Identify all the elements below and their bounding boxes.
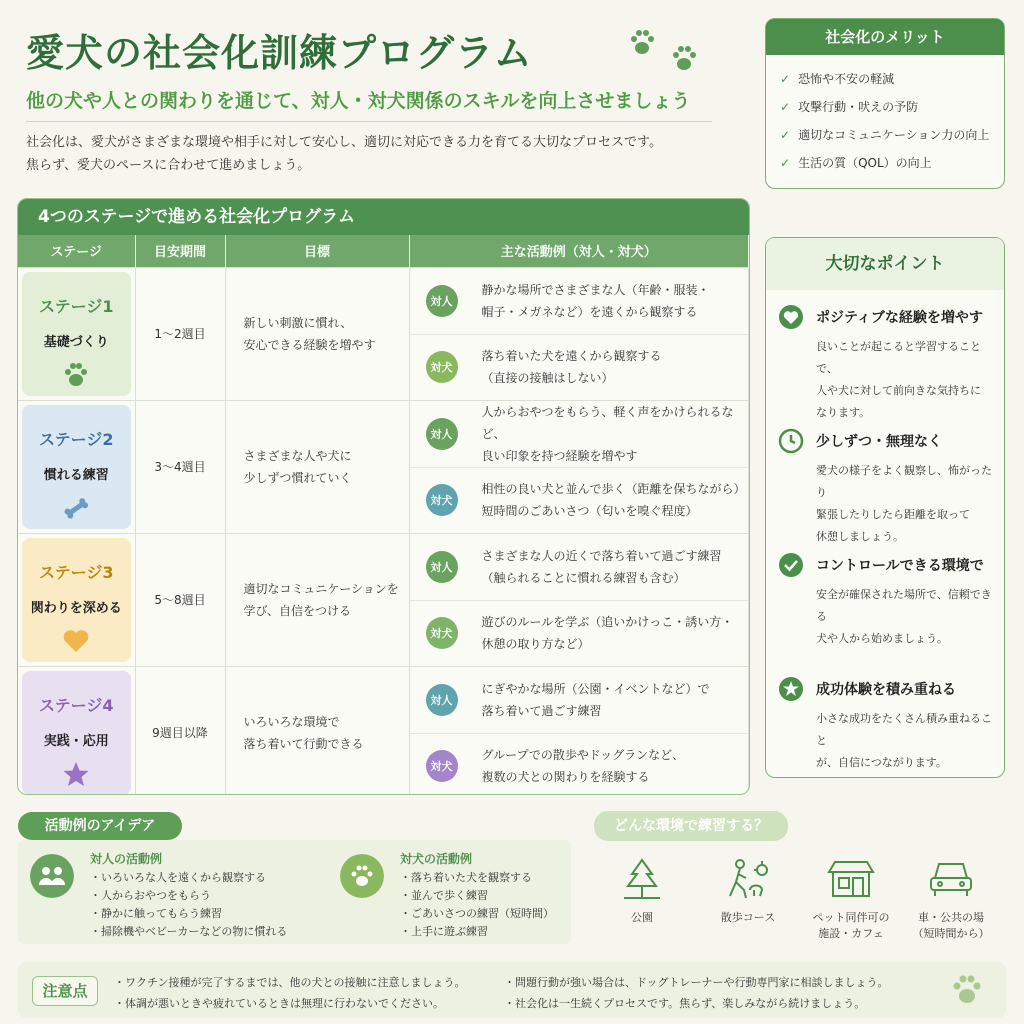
- table-header-row: [18, 235, 749, 267]
- point-item: ポジティブな経験を増やす 良いことが起こると学習することで、 人や犬に対して前向きな気持ちに なります。: [766, 290, 1004, 414]
- check-icon: ✓: [780, 128, 791, 142]
- activity-dog: 対犬 遊びのルールを学ぶ（追いかけっこ・誘い方・ 休憩の取り方など）: [410, 600, 749, 666]
- bone-icon: [61, 495, 91, 521]
- divider: [26, 121, 712, 122]
- stage-name: ステージ1: [39, 296, 114, 316]
- activity-person: 対人 さまざまな人の近くで落ち着いて過ごす練習 （触られることに慣れる練習も含む）: [410, 534, 749, 600]
- star-circle-icon: [778, 676, 804, 702]
- star-icon: [62, 761, 90, 787]
- person-badge: 対人: [426, 285, 458, 317]
- paw-prints-icon: [628, 26, 708, 74]
- heart-outline-icon: [778, 304, 804, 330]
- merit-item: ✓ 適切なコミュニケーション力の向上: [780, 128, 990, 142]
- stage-period: 9週目以降: [135, 666, 225, 795]
- environment-title: どんな環境で練習する？: [594, 811, 788, 841]
- stage-activities: [409, 400, 749, 533]
- stage-card: [22, 671, 131, 795]
- merits-panel: [765, 18, 1005, 189]
- dog-badge: 対犬: [426, 750, 458, 782]
- ideas-title: 活動例のアイデア: [18, 812, 182, 840]
- stage-period: 5〜8週目: [135, 533, 225, 666]
- activity-person: 対人 人からおやつをもらう、軽く声をかけられるなど、 良い印象を持つ経験を増やす: [410, 401, 749, 467]
- stage-activities: [409, 666, 749, 795]
- person-badge: 対人: [426, 551, 458, 583]
- stage-goal: 適切なコミュニケーションを 学び、自信をつける: [225, 533, 409, 666]
- list-item: ・落ち着いた犬を観察する: [400, 871, 532, 884]
- dog-ideas: 対犬の活動例 ・落ち着いた犬を観察する ・並んで歩く練習 ・ごあいさつの練習（短時間） ・上手に遊ぶ練習: [400, 850, 554, 941]
- intro-text: [26, 131, 726, 177]
- stage-period: 3〜4週目: [135, 400, 225, 533]
- point-item: コントロールできる環境で 安全が確保された場所で、信頼できる 犬や人から始めましょう。: [766, 538, 1004, 662]
- tree-icon: [618, 856, 666, 902]
- column-header: 目安期間: [135, 235, 225, 267]
- stage-card: [22, 538, 131, 662]
- stages-table: [18, 235, 749, 795]
- activity-dog: 対犬 落ち着いた犬を遠くから観察する （直接の接触はしない）: [410, 334, 749, 400]
- activity-dog: 対犬 グループでの散歩やドッグランなど、 複数の犬との関わりを経験する: [410, 733, 749, 796]
- list-item: ・掃除機やベビーカーなどの物に慣れる: [90, 925, 288, 938]
- point-item: 成功体験を積み重ねる 小さな成功をたくさん積み重ねること が、自信につながります。: [766, 662, 1004, 786]
- stage-name: ステージ3: [39, 562, 114, 582]
- activity-person: 対人 にぎやかな場所（公園・イベントなど）で 落ち着いて過ごす練習: [410, 667, 749, 733]
- env-cafe: ペット同伴可の 施設・カフェ: [806, 856, 896, 942]
- stage-subtitle: 基礎づくり: [43, 334, 109, 350]
- person-ideas: 対人の活動例 ・いろいろな人を遠くから観察する ・人からおやつをもらう ・静かに触ってもらう練習 ・掃除機やベビーカーなどの物に慣れる: [90, 850, 287, 941]
- column-header: 目標: [225, 235, 409, 267]
- car-icon: [927, 856, 975, 902]
- stage-card: [22, 272, 131, 396]
- ideas-box: [18, 840, 571, 944]
- program-table-panel: [17, 198, 750, 795]
- person-badge: 対人: [426, 418, 458, 450]
- list-item: ・いろいろな人を遠くから観察する: [90, 871, 266, 884]
- note-item: ・体調が悪いときや疲れているときは無理に行わないでください。: [114, 997, 444, 1010]
- stage-activities: [409, 267, 749, 400]
- stage-row-1: [18, 267, 749, 400]
- stage-name: ステージ2: [39, 429, 114, 449]
- program-title: 4つのステージで進める社会化プログラム: [18, 199, 749, 235]
- paw-icon: [950, 974, 984, 1006]
- note-item: ・社会化は一生続くプロセスです。焦らず、楽しみながら続けましょう。: [504, 997, 866, 1010]
- page-title: 愛犬の社会化訓練プログラム: [26, 31, 533, 75]
- page-subtitle: 他の犬や人との関わりを通じて、対人・対犬関係のスキルを向上させましょう: [26, 90, 691, 112]
- note-item: ・ワクチン接種が完了するまでは、他の犬との接触に注意しましょう。: [114, 976, 466, 989]
- paw-circle-icon: [340, 854, 384, 898]
- stage-activities: [409, 533, 749, 666]
- env-car: 車・公共の場 （短時間から）: [906, 856, 996, 942]
- merit-item: ✓ 攻撃行動・吠えの予防: [780, 100, 919, 114]
- people-icon: [30, 854, 74, 898]
- stage-goal: いろいろな環境で 落ち着いて行動できる: [225, 666, 409, 795]
- activity-dog: 対犬 相性の良い犬と並んで歩く（距離を保ちながら） 短時間のごあいさつ（匂いを嗅ぐ程度）: [410, 467, 749, 533]
- list-item: ・人からおやつをもらう: [90, 889, 211, 902]
- check-icon: ✓: [780, 100, 791, 114]
- list-item: ・ごあいさつの練習（短時間）: [400, 907, 554, 920]
- check-icon: ✓: [780, 72, 791, 86]
- stage-subtitle: 慣れる練習: [43, 467, 109, 483]
- merit-item: ✓ 生活の質（QOL）の向上: [780, 156, 932, 170]
- dog-badge: 対犬: [426, 617, 458, 649]
- column-header: 主な活動例（対人・対犬）: [409, 235, 749, 267]
- stage-subtitle: 実践・応用: [43, 733, 109, 749]
- stage-row-2: [18, 400, 749, 533]
- env-park: 公園: [597, 856, 687, 926]
- stage-goal: さまざまな人や犬に 少しずつ慣れていく: [225, 400, 409, 533]
- dog-badge: 対犬: [426, 351, 458, 383]
- paw-icon: [62, 362, 90, 388]
- cafe-icon: [825, 856, 877, 902]
- intro-line: 社会化は、愛犬がさまざまな環境や相手に対して安心し、適切に対応できる力を育てる大切なプロセスです。: [26, 135, 662, 150]
- list-item: ・上手に遊ぶ練習: [400, 925, 488, 938]
- merit-item: ✓ 恐怖や不安の軽減: [780, 72, 895, 86]
- env-walk: 散歩コース: [703, 856, 793, 926]
- stage-goal: 新しい刺激に慣れ、 安心できる経験を増やす: [225, 267, 409, 400]
- check-icon: ✓: [780, 156, 791, 170]
- stage-row-3: [18, 533, 749, 666]
- clock-icon: [778, 428, 804, 454]
- stage-period: 1〜2週目: [135, 267, 225, 400]
- note-item: ・問題行動が強い場合は、ドッグトレーナーや行動専門家に相談しましょう。: [504, 976, 889, 989]
- walking-icon: [724, 856, 772, 902]
- person-badge: 対人: [426, 684, 458, 716]
- intro-line: 焦らず、愛犬のペースに合わせて進めましょう。: [26, 158, 311, 173]
- column-header: ステージ: [18, 235, 135, 267]
- heart-icon: [62, 628, 90, 654]
- dog-badge: 対犬: [426, 484, 458, 516]
- activity-person: 対人 静かな場所でさまざまな人（年齢・服装・ 帽子・メガネなど）を遠くから観察する: [410, 268, 749, 334]
- stage-row-4: [18, 666, 749, 795]
- notes-box: [18, 962, 1006, 1018]
- merits-title: 社会化のメリット: [766, 19, 1004, 55]
- stage-name: ステージ4: [39, 695, 114, 715]
- check-circle-icon: [778, 552, 804, 578]
- list-item: ・並んで歩く練習: [400, 889, 488, 902]
- point-item: 少しずつ・無理なく 愛犬の様子をよく観察し、怖がったり 緊張したりしたら距離を取って 休憩しましょう。: [766, 414, 1004, 538]
- points-panel: [765, 237, 1005, 778]
- points-title: 大切なポイント: [766, 238, 1004, 290]
- stage-subtitle: 関わりを深める: [30, 600, 122, 616]
- notes-title: 注意点: [32, 976, 98, 1006]
- list-item: ・静かに触ってもらう練習: [90, 907, 222, 920]
- stage-card: [22, 405, 131, 529]
